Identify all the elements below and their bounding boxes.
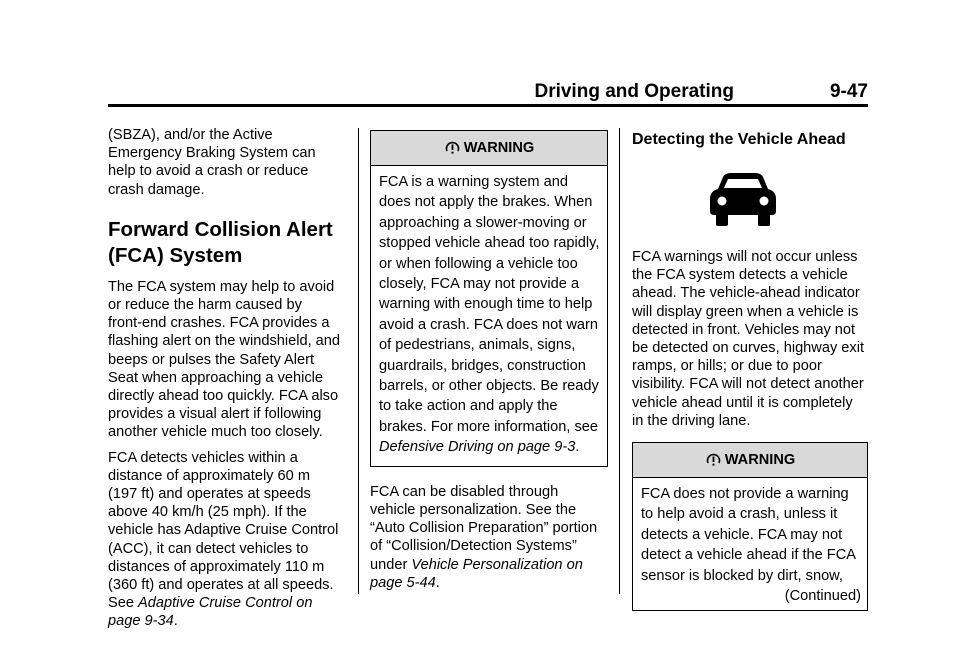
fca-range-paragraph <box>108 449 348 631</box>
column-3 <box>632 126 868 627</box>
warning-label: WARNING <box>724 451 796 468</box>
warning-header <box>371 131 607 166</box>
warning-label: WARNING <box>463 139 535 156</box>
disable-fca-text: FCA can be disabled through vehicle personalization. See the “Auto Collision Preparation” portion of “Collision/Detection Systems” under <box>370 483 598 573</box>
warning-body <box>633 478 867 610</box>
warning-text: FCA is a warning system and does not apply the brakes. When approaching a slower-moving or stopped vehicle ahead too rapidly, or when following a vehicle too closely, FCA may not provide a warning with enough time to help avoid a crash. FCA does not warn of pedestrians, animals, signs, guardrails, bridges, construction barrels, or other objects. Be ready to take action and apply the brakes. For more information, see <box>379 174 600 435</box>
defensive-driving-reference-link[interactable]: Defensive Driving on page 9-3 <box>379 439 576 456</box>
period: . <box>575 439 580 456</box>
fca-description-paragraph: The FCA system may help to avoid or reduce the harm caused by front-end crashes. FCA provides a flashing alert on the windshield, and beeps or pulses the Safety Alert Seat when approaching a vehicle directly ahead too quickly. FCA also provides a visual alert if following another vehicle much too closely. <box>108 278 341 441</box>
period: . <box>173 613 178 630</box>
column-2 <box>370 130 608 599</box>
warning-header <box>633 443 867 478</box>
vehicle-ahead-icon <box>709 172 777 226</box>
warning-body <box>371 166 607 466</box>
section-title: Driving and Operating <box>534 81 734 102</box>
column-1 <box>108 126 348 638</box>
warning-box <box>370 130 608 467</box>
column-divider <box>619 128 620 594</box>
detection-paragraph: FCA warnings will not occur unless the FCA system detects a vehicle ahead. The vehicle-ahead indicator will display green when a vehicle is detected in front. Vehicles may not be detected on curves, highway exit ramps, or hills; or due to poor visibility. FCA will not detect another vehicle ahead until it is completely in the driving lane. <box>632 249 865 429</box>
header-rule <box>108 104 868 107</box>
warning-text: FCA does not provide a warning to help avoid a crash, unless it detects a vehicle. FCA may not detect a vehicle ahead if the FCA sensor is blocked by dirt, snow, <box>641 486 856 584</box>
acc-reference-link[interactable]: Adaptive Cruise Control on page 9-34 <box>108 595 313 630</box>
column-divider <box>358 128 359 594</box>
warning-icon <box>705 452 722 469</box>
section-heading: Forward Collision Alert (FCA) System <box>108 217 333 267</box>
warning-box <box>632 442 868 611</box>
period: . <box>435 574 440 591</box>
subsection-heading: Detecting the Vehicle Ahead <box>632 131 846 148</box>
disable-fca-paragraph <box>370 483 608 592</box>
vehicle-personalization-reference-link[interactable]: Vehicle Personalization on page 5-44 <box>370 556 583 591</box>
intro-paragraph: (SBZA), and/or the Active Emergency Braking System can help to avoid a crash or reduce crash damage. <box>108 127 316 198</box>
page-number: 9-47 <box>829 81 868 102</box>
warning-icon <box>444 140 461 157</box>
continued-label: (Continued) <box>784 588 861 605</box>
fca-range-text: FCA detects vehicles within a distance of approximately 60 m (197 ft) and operates at speeds above 40 km/h (25 mph). If the vehicle has Adaptive Cruise Control (ACC), it can detect vehicles to distances of approximately 110 m (360 ft) and operates at all speeds. See <box>108 449 339 612</box>
